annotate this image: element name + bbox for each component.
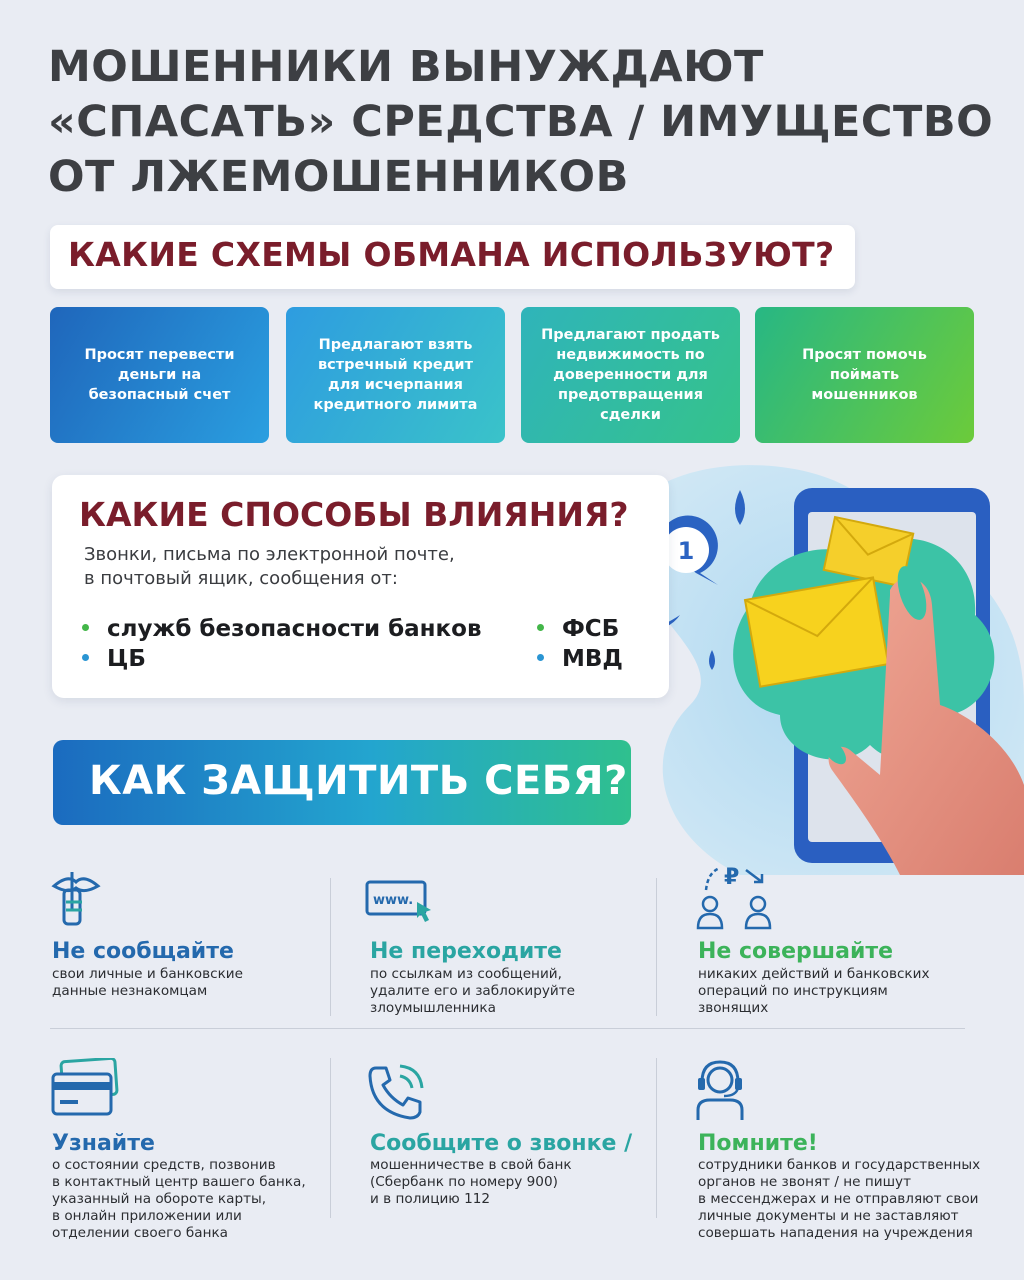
tip-title: Не совершайте: [698, 939, 894, 964]
scheme-card-text: Просят перевести деньги на безопасный счет: [84, 347, 235, 403]
bullet-dot: [537, 624, 544, 631]
page-title: [48, 40, 994, 205]
influence-intro-line: Звонки, письма по электронной почте,: [84, 544, 455, 565]
title-line: МОШЕННИКИ ВЫНУЖДАЮТ: [48, 42, 764, 92]
tip-text: [370, 1157, 572, 1208]
bullet-dot: [82, 654, 89, 661]
tip-title: Помните!: [698, 1131, 818, 1156]
tip-text-line: личные документы и не заставляют: [698, 1208, 959, 1224]
influence-source: [537, 616, 619, 642]
tip-title: Не сообщайте: [52, 939, 234, 964]
money-transfer-icon: [694, 860, 774, 932]
influence-source: [82, 616, 482, 642]
url-text: www.: [373, 893, 414, 908]
scheme-card: [286, 307, 505, 443]
influence-source-label: ФСБ: [562, 616, 620, 642]
tip-text-line: данные незнакомцам: [52, 983, 208, 999]
tip-text-line: свои личные и банковские: [52, 966, 243, 982]
scheme-card: [521, 307, 740, 443]
tip-text-line: по ссылкам из сообщений,: [370, 966, 562, 982]
bank-card-icon: [50, 1058, 120, 1122]
operator-headset-icon: [694, 1058, 750, 1122]
tip-text-line: в контактный центр вашего банка,: [52, 1174, 306, 1190]
influence-source-label: ЦБ: [107, 646, 146, 672]
tip-title: Сообщите о звонке /: [370, 1131, 633, 1156]
tip-text-line: о состоянии средств, позвонив: [52, 1157, 276, 1173]
tip-text-line: отделении своего банка: [52, 1225, 229, 1241]
influence-box: [52, 475, 669, 698]
protect-heading: КАК ЗАЩИТИТЬ СЕБЯ?: [89, 758, 628, 804]
title-line: «СПАСАТЬ» СРЕДСТВА / ИМУЩЕСТВО: [48, 97, 994, 147]
ruble-sign: ₽: [724, 865, 740, 890]
scheme-card: [50, 307, 269, 443]
www-link-icon: [365, 880, 437, 924]
tip-text-line: в мессенджерах и не отправляют свои: [698, 1191, 979, 1207]
divider: [330, 1058, 331, 1218]
tip-text: [370, 966, 575, 1017]
divider: [50, 1028, 965, 1029]
bullet-dot: [82, 624, 89, 631]
influence-source: [537, 646, 623, 672]
divider: [656, 878, 657, 1016]
scheme-card-text: Просят помочь поймать мошенников: [802, 347, 927, 403]
influence-heading: КАКИЕ СПОСОБЫ ВЛИЯНИЯ?: [79, 495, 629, 534]
shush-hand-icon: [48, 868, 104, 928]
tip-title: Узнайте: [52, 1131, 155, 1156]
influence-source: [82, 646, 146, 672]
protect-heading-box: [53, 740, 631, 825]
tip-text: [698, 966, 930, 1017]
tip-text: [52, 1157, 306, 1242]
tip-text-line: указанный на обороте карты,: [52, 1191, 267, 1207]
tip-text-line: никаких действий и банковских: [698, 966, 930, 982]
tip-text-line: органов не звонят / не пишут: [698, 1174, 911, 1190]
notification-number: 1: [677, 537, 695, 565]
tip-text-line: совершать нападения на учреждения: [698, 1225, 973, 1241]
tip-text-line: и в полицию 112: [370, 1191, 491, 1207]
tip-text: [52, 966, 243, 1000]
tip-title: Не переходите: [370, 939, 562, 964]
influence-intro-line: в почтовый ящик, сообщения от:: [84, 568, 398, 589]
tip-text: [698, 1157, 980, 1242]
tip-text-line: (Сбербанк по номеру 900): [370, 1174, 558, 1190]
schemes-heading-box: [50, 225, 855, 289]
tip-text-line: злоумышленника: [370, 1000, 496, 1016]
tip-text-line: сотрудники банков и государственных: [698, 1157, 981, 1173]
scheme-card-text: Предлагают продать недвижимость по доверенности для предотвращения сделки: [541, 327, 720, 423]
scheme-card-text: Предлагают взять встречный кредит для исчерпания кредитного лимита: [313, 337, 478, 413]
schemes-heading: КАКИЕ СХЕМЫ ОБМАНА ИСПОЛЬЗУЮТ?: [68, 235, 835, 274]
divider: [656, 1058, 657, 1218]
tip-text-line: в онлайн приложении или: [52, 1208, 242, 1224]
divider: [330, 878, 331, 1016]
tip-text-line: мошенничестве в свой банк: [370, 1157, 572, 1173]
phone-call-icon: [366, 1062, 426, 1122]
influence-source-label: служб безопасности банков: [107, 616, 482, 642]
scheme-card: [755, 307, 974, 443]
title-line: ОТ ЛЖЕМОШЕННИКОВ: [48, 152, 629, 202]
influence-source-label: МВД: [562, 646, 623, 672]
bullet-dot: [537, 654, 544, 661]
tip-text-line: удалите его и заблокируйте: [370, 983, 575, 999]
influence-intro: [84, 543, 604, 591]
tip-text-line: звонящих: [698, 1000, 769, 1016]
tip-text-line: операций по инструкциям: [698, 983, 888, 999]
